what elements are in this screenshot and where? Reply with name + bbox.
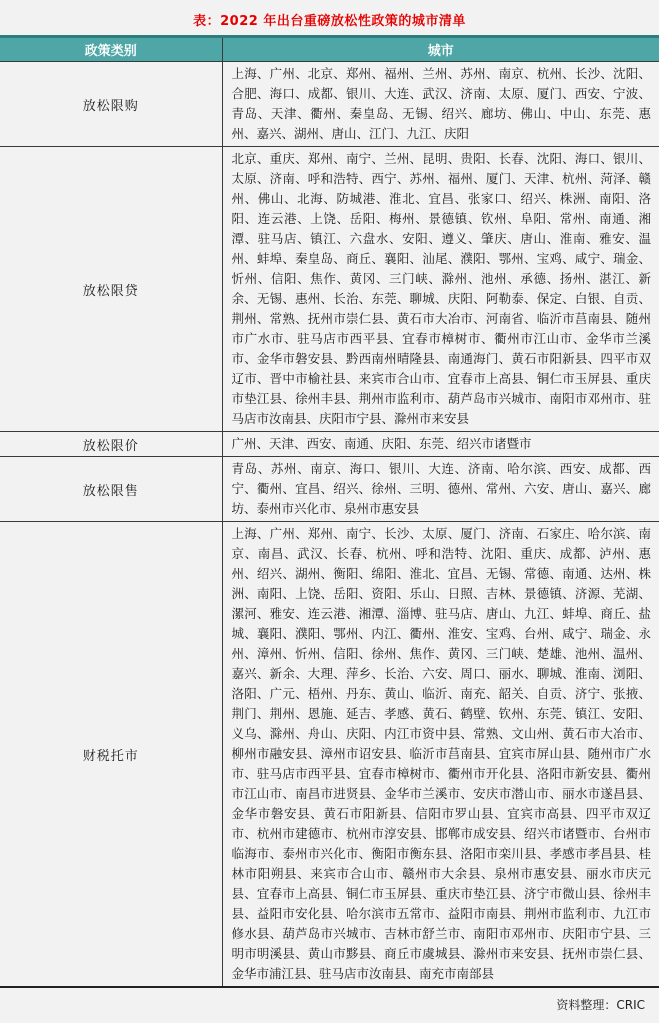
table-row: [0, 457, 659, 522]
table-body: [0, 62, 659, 988]
category-cell: 放松限价: [0, 432, 222, 457]
table-row: [0, 432, 659, 457]
cities-cell: 上海、广州、北京、郑州、福州、兰州、苏州、南京、杭州、长沙、沈阳、合肥、海口、成都、银川、大连、武汉、济南、太原、厦门、西安、宁波、青岛、天津、衢州、秦皇岛、无锡、绍兴、廊坊、佛山、中山、东莞、惠州、嘉兴、湖州、唐山、江门、九江、庆阳: [222, 62, 659, 147]
policy-city-table: [0, 35, 659, 988]
header-cell-category: 政策类别: [0, 37, 222, 62]
table-row: [0, 62, 659, 147]
header-cell-cities: 城市: [222, 37, 659, 62]
table-row: [0, 147, 659, 432]
category-cell: 财税托市: [0, 522, 222, 988]
cities-cell: 上海、广州、郑州、南宁、长沙、太原、厦门、济南、石家庄、哈尔滨、南京、南昌、武汉、长春、杭州、呼和浩特、沈阳、重庆、成都、泸州、惠州、绍兴、湖州、衡阳、绵阳、淮北、宜昌、无锡、常德、南通、达州、株洲、南阳、上饶、岳阳、资阳、乐山、日照、吉林、景德镇、济源、芜湖、漯河、雅安、连云港、湘潭、淄博、驻马店、唐山、九江、蚌埠、商丘、盐城、襄阳、濮阳、鄂州、内江、衢州、淮安、宝鸡、台州、咸宁、瑞金、永州、漳州、忻州、信阳、徐州、焦作、黄冈、三门峡、楚雄、池州、温州、嘉兴、新余、大理、萍乡、长治、六安、周口、丽水、聊城、淮南、浏阳、洛阳、广元、梧州、丹东、黄山、临沂、南充、韶关、自贡、济宁、张掖、荆门、荆州、恩施、延吉、孝感、黄石、鹤壁、钦州、东莞、镇江、安阳、义乌、滁州、舟山、庆阳、内江市资中县、常熟、文山州、黄石市大冶市、柳州市融安县、漳州市诏安县、临沂市莒南县、宜宾市屏山县、随州市广水市、驻马店市西平县、宜春市樟树市、衢州市开化县、洛阳市新安县、衢州市江山市、南昌市进贤县、金华市兰溪市、安庆市潜山市、丽水市遂昌县、金华市磐安县、黄石市阳新县、信阳市罗山县、宜宾市高县、四平市双辽市、杭州市建德市、杭州市淳安县、邯郸市成安县、绍兴市诸暨市、台州市临海市、泰州市兴化市、衡阳市衡东县、洛阳市栾川县、孝感市孝昌县、桂林市阳朔县、来宾市合山市、赣州市大余县、泉州市惠安县、丽水市庆元县、宜春市上高县、铜仁市玉屏县、重庆市垫江县、济宁市微山县、徐州丰县、益阳市安化县、哈尔滨市五常市、益阳市南县、荆州市监利市、九江市修水县、葫芦岛市兴城市、吉林市舒兰市、南阳市邓州市、庆阳市宁县、三明市明溪县、黄山市黟县、商丘市虞城县、滁州市来安县、抚州市崇仁县、金华市浦江县、驻马店市汝南县、南充市南部县: [231, 526, 651, 981]
cities-cell: 广州、天津、西安、南通、庆阳、东莞、绍兴市诸暨市: [222, 432, 659, 457]
page-title: 表：2022 年出台重磅放松性政策的城市清单: [193, 14, 466, 29]
category-cell: 放松限售: [0, 457, 222, 522]
table-row: [0, 522, 659, 988]
cities-cell: 北京、重庆、郑州、南宁、兰州、昆明、贵阳、长春、沈阳、海口、银川、太原、济南、呼和浩特、西宁、苏州、福州、厦门、天津、杭州、菏泽、赣州、佛山、北海、防城港、淮北、宜昌、张家口、绍兴、株洲、南阳、洛阳、连云港、上饶、岳阳、梅州、景德镇、钦州、阜阳、常州、南通、湘潭、驻马店、镇江、六盘水、安阳、遵义、肇庆、唐山、淮南、雅安、温州、蚌埠、秦皇岛、商丘、襄阳、汕尾、濮阳、鄂州、宝鸡、咸宁、瑞金、忻州、信阳、焦作、黄冈、三门峡、滁州、池州、承德、扬州、湛江、新余、无锡、惠州、长治、东莞、聊城、庆阳、阿勒泰、保定、白银、自贡、荆州、常熟、抚州市崇仁县、黄石市大冶市、河南省、临沂市莒南县、随州市广水市、驻马店市西平县、宜春市樟树市、衢州市江山市、金华市兰溪市、金华市磐安县、黔西南州晴隆县、南通海门、黄石市阳新县、四平市双辽市、晋中市榆社县、来宾市合山市、宜春市上高县、铜仁市玉屏县、重庆市垫江县、徐州丰县、荆州市监利市、葫芦岛市兴城市、南阳市邓州市、驻马店市汝南县、庆阳市宁县、滁州市来安县: [222, 147, 659, 432]
category-cell: 放松限贷: [0, 147, 222, 432]
category-cell: 放松限购: [0, 62, 222, 147]
source-note: 资料整理：CRIC: [556, 998, 645, 1012]
cities-cell: 青岛、苏州、南京、海口、银川、大连、济南、哈尔滨、西安、成都、西宁、衢州、宜昌、绍兴、徐州、三明、德州、常州、六安、唐山、嘉兴、廊坊、泰州市兴化市、泉州市惠安县: [222, 457, 659, 522]
table-header-row: [0, 37, 659, 62]
